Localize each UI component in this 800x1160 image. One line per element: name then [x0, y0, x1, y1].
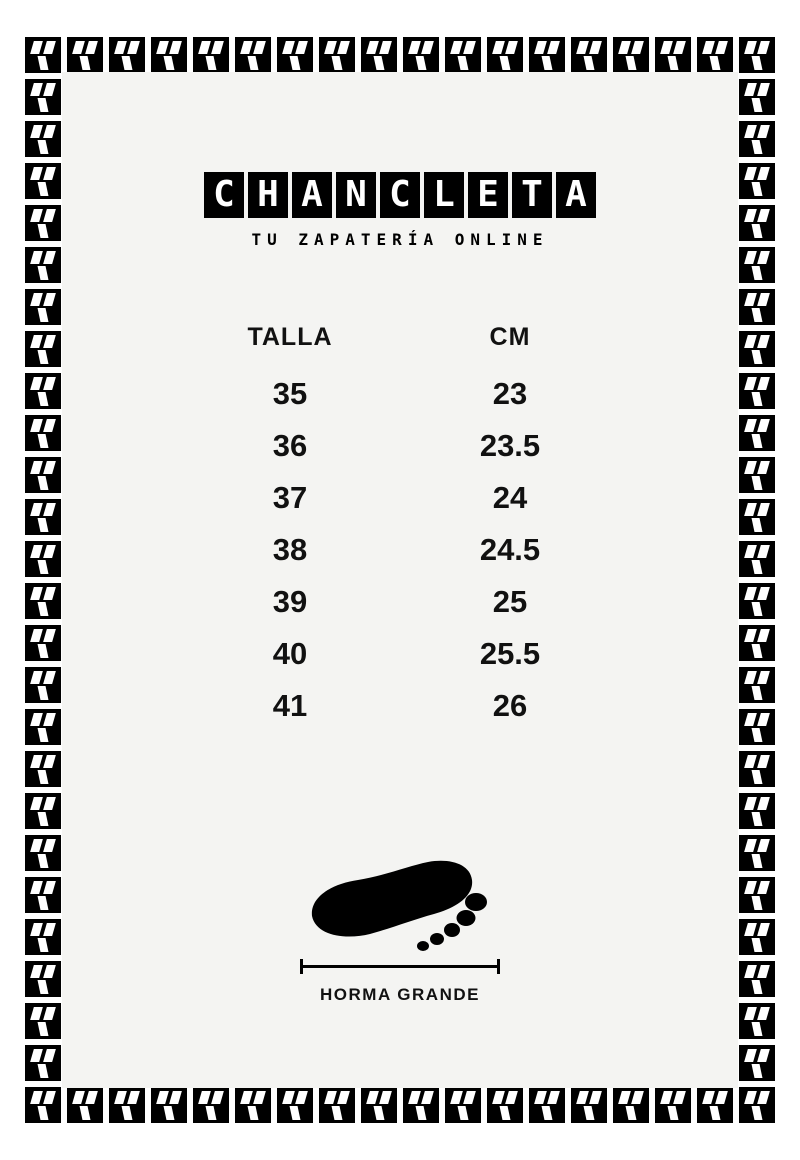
border-tile [739, 79, 775, 115]
border-tile [487, 37, 523, 73]
border-tile [25, 121, 61, 157]
measure-cap-right [497, 959, 500, 974]
brand-letter: E [468, 172, 508, 218]
border-tile [319, 1087, 355, 1123]
cell-cm: 23 [492, 376, 528, 411]
border-tile [739, 247, 775, 283]
brand-letter: C [204, 172, 244, 218]
border-tile [613, 1087, 649, 1123]
brand-letter: C [380, 172, 420, 218]
cell-talla: 38 [272, 532, 308, 567]
border-tile [193, 37, 229, 73]
border-tile [739, 961, 775, 997]
table-row [180, 420, 620, 472]
border-tile [25, 583, 61, 619]
cell-cm: 25 [492, 584, 528, 619]
footprint-icon [300, 858, 500, 953]
border-tile [25, 751, 61, 787]
border-tile [739, 625, 775, 661]
border-tile [529, 1087, 565, 1123]
brand-name [204, 172, 596, 218]
border-tile [361, 37, 397, 73]
border-tile [403, 37, 439, 73]
border-tile [445, 1087, 481, 1123]
border-tile [571, 37, 607, 73]
border-tile [25, 37, 61, 73]
border-tile [571, 1087, 607, 1123]
table-row [180, 680, 620, 732]
border-tile [151, 37, 187, 73]
border-tile [655, 1087, 691, 1123]
border-tile [151, 1087, 187, 1123]
cell-talla: 36 [272, 428, 308, 463]
border-tile [739, 373, 775, 409]
table-header-row [180, 322, 620, 368]
border-tile [739, 457, 775, 493]
border-tile [25, 961, 61, 997]
border-tile [319, 37, 355, 73]
border-tile [25, 919, 61, 955]
border-tile [25, 457, 61, 493]
border-tile [277, 1087, 313, 1123]
border-tile [739, 1087, 775, 1123]
border-tile [25, 247, 61, 283]
border-tile [235, 1087, 271, 1123]
border-tile [739, 835, 775, 871]
border-tile [67, 1087, 103, 1123]
border-tile [193, 1087, 229, 1123]
border-tile [529, 37, 565, 73]
border-tile [739, 1045, 775, 1081]
border-tile [739, 1003, 775, 1039]
brand-letter: H [248, 172, 288, 218]
table-row [180, 524, 620, 576]
border-tile [25, 373, 61, 409]
cell-talla: 35 [272, 376, 308, 411]
border-tile [109, 1087, 145, 1123]
border-tile [739, 667, 775, 703]
cell-talla: 41 [272, 688, 308, 723]
border-tile [739, 289, 775, 325]
column-header-talla: TALLA [247, 323, 333, 351]
border-tile [739, 121, 775, 157]
border-tile [739, 919, 775, 955]
brand-letter: A [556, 172, 596, 218]
footprint-section [62, 858, 738, 1005]
brand-letter: A [292, 172, 332, 218]
border-tile [739, 709, 775, 745]
border-tile [655, 37, 691, 73]
footprint-caption: HORMA GRANDE [320, 985, 480, 1004]
border-tile [739, 163, 775, 199]
border-tile [613, 37, 649, 73]
column-header-cm: CM [489, 323, 531, 351]
border-tile [25, 289, 61, 325]
border-tile [25, 79, 61, 115]
border-tile [25, 541, 61, 577]
border-tile [25, 415, 61, 451]
border-tile [25, 835, 61, 871]
border-tile [739, 877, 775, 913]
border-tile [739, 751, 775, 787]
border-tile [697, 1087, 733, 1123]
border-tile [109, 37, 145, 73]
table-row [180, 472, 620, 524]
border-tile [403, 1087, 439, 1123]
border-tile [25, 1087, 61, 1123]
measurement-bar [300, 959, 500, 973]
table-row [180, 368, 620, 420]
border-tile [25, 1045, 61, 1081]
cell-cm: 26 [492, 688, 528, 723]
cell-talla: 37 [272, 480, 308, 515]
table-row [180, 628, 620, 680]
border-tile [739, 499, 775, 535]
table-row [180, 576, 620, 628]
border-tile [25, 331, 61, 367]
border-tile [487, 1087, 523, 1123]
brand-logo [62, 172, 738, 249]
border-tile [739, 583, 775, 619]
measure-line [300, 965, 500, 968]
border-tile [739, 541, 775, 577]
border-tile [67, 37, 103, 73]
border-tile [25, 667, 61, 703]
cell-talla: 39 [272, 584, 308, 619]
border-tile [739, 331, 775, 367]
border-tile [697, 37, 733, 73]
border-tile [25, 793, 61, 829]
border-tile [739, 205, 775, 241]
border-tile [25, 625, 61, 661]
border-tile [25, 1003, 61, 1039]
brand-letter: N [336, 172, 376, 218]
border-tile [739, 37, 775, 73]
border-tile [739, 793, 775, 829]
cell-talla: 40 [272, 636, 308, 671]
border-tile [235, 37, 271, 73]
brand-letter: L [424, 172, 464, 218]
brand-letter: T [512, 172, 552, 218]
border-tile [25, 709, 61, 745]
size-table [180, 322, 620, 732]
border-tile [25, 499, 61, 535]
cell-cm: 24.5 [479, 532, 541, 567]
cell-cm: 25.5 [479, 636, 541, 671]
border-tile [445, 37, 481, 73]
border-tile [739, 415, 775, 451]
border-tile [25, 877, 61, 913]
border-tile [361, 1087, 397, 1123]
border-tile [25, 205, 61, 241]
cell-cm: 24 [492, 480, 528, 515]
border-tile [277, 37, 313, 73]
cell-cm: 23.5 [479, 428, 541, 463]
brand-tagline: TU ZAPATERÍA ONLINE [251, 230, 549, 249]
border-tile [25, 163, 61, 199]
